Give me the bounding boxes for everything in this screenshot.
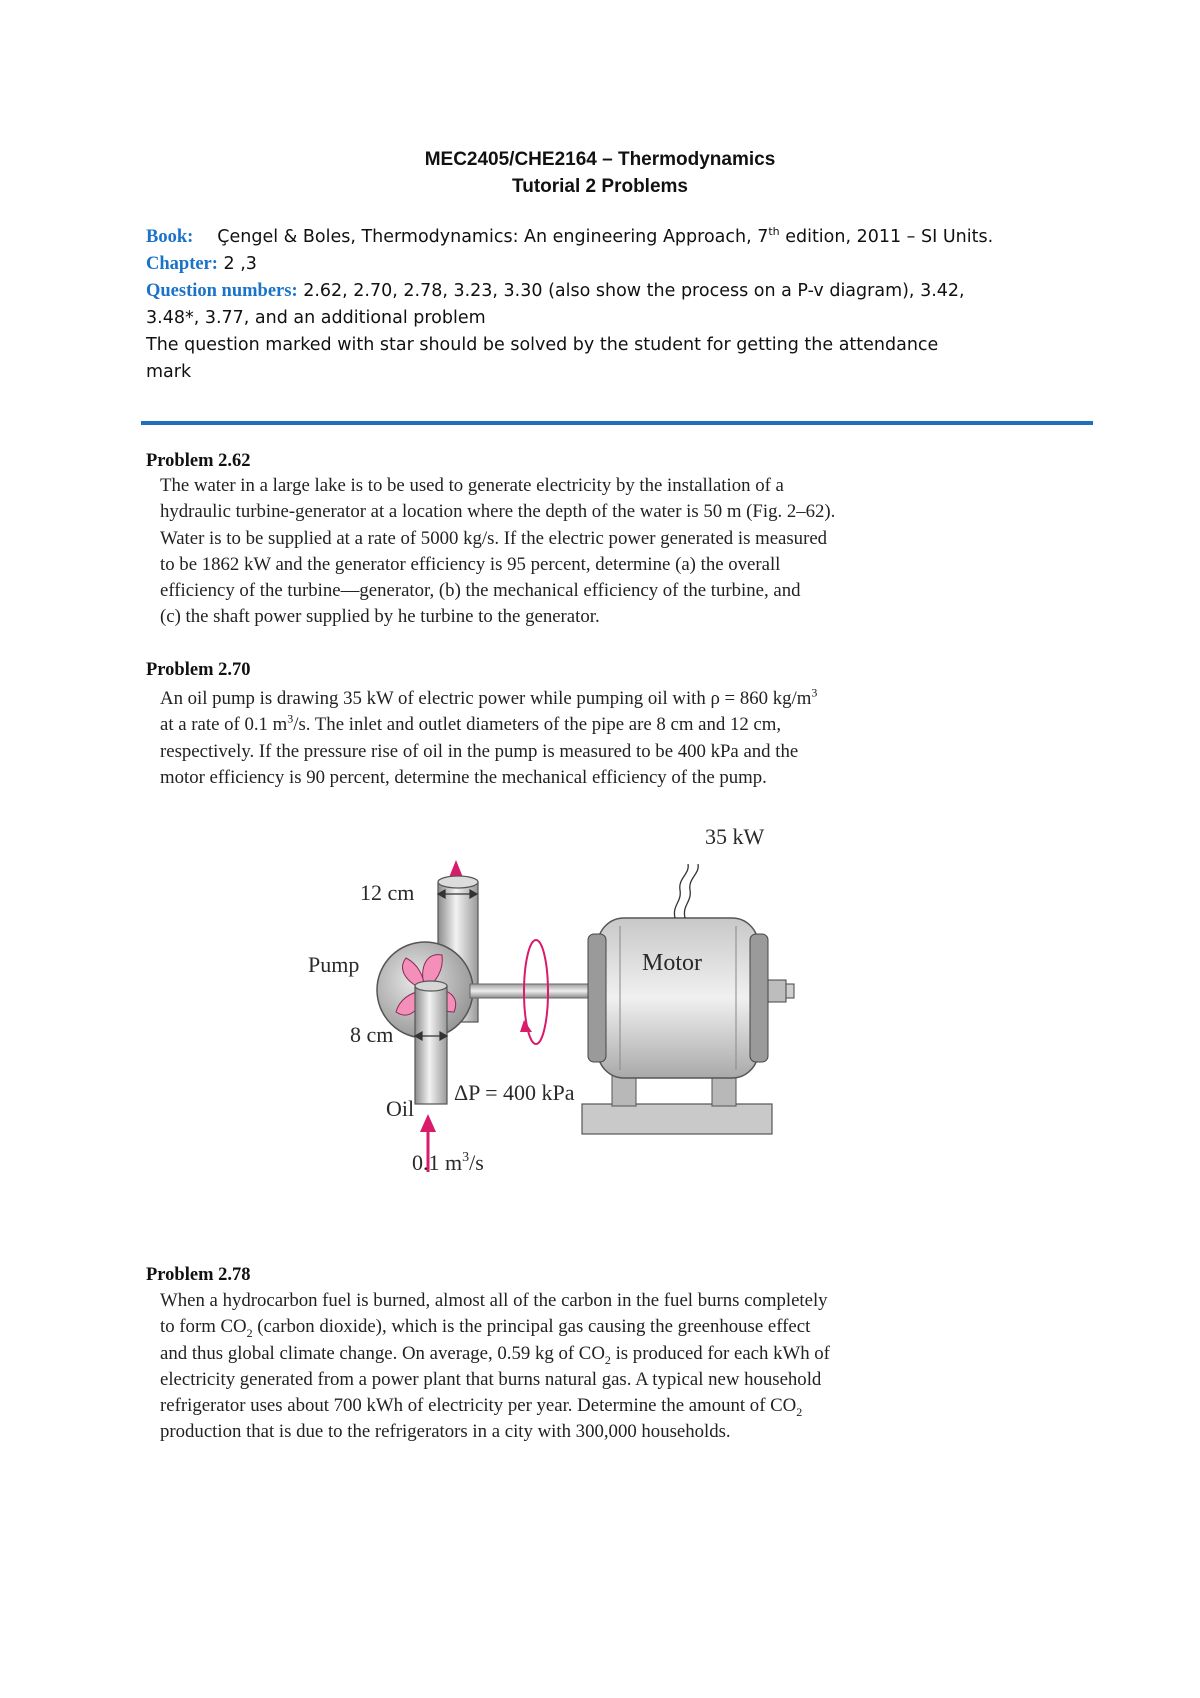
motor-label: Motor <box>642 950 702 976</box>
subscript: 2 <box>796 1404 803 1419</box>
problem-2-70-text <box>160 686 1030 791</box>
problem-2-62-title: Problem 2.62 <box>146 451 251 471</box>
text-span: at a rate of 0.1 m <box>160 714 288 736</box>
text-line: efficiency of the turbine—generator, (b) the mechanical efficiency of the turbine, and <box>160 580 801 602</box>
oil-label: Oil <box>386 1096 415 1121</box>
pressure-rise-label: ΔP = 400 kPa <box>454 1080 575 1105</box>
problem-2-70-title: Problem 2.70 <box>146 660 251 680</box>
text-span: An oil pump is drawing 35 kW of electric power while pumping oil with ρ = 860 kg/m <box>160 688 812 709</box>
text-line: When a hydrocarbon fuel is burned, almost all of the carbon in the fuel burns completely <box>160 1290 828 1311</box>
text-span: is produced for each kWh of <box>610 1342 830 1364</box>
flow-rate-label: 0.1 $m^3/s$ <box>412 1150 484 1175</box>
questions-line <box>146 278 1086 305</box>
text-line: motor efficiency is 90 percent, determine the mechanical efficiency of the pump. <box>160 766 767 788</box>
pump-motor-figure <box>300 820 860 1240</box>
text-line: Water is to be supplied at a rate of 5000 kg/s. If the electric power generated is measured <box>160 527 828 549</box>
motor-base <box>582 1104 772 1134</box>
power-wire-icon <box>674 864 698 918</box>
chapter-label: Chapter: <box>146 254 218 274</box>
text-line: The water in a large lake is to be used to generate electricity by the installation of a <box>160 475 784 496</box>
power-label: 35 kW <box>705 824 765 849</box>
text-line: electricity generated from a power plant that burns natural gas. A typical new household <box>160 1368 822 1390</box>
text-span: and thus global climate change. On average, 0.59 kg of CO <box>160 1342 605 1364</box>
book-label: Book: <box>146 227 194 247</box>
course-title: MEC2405/CHE2164 – Thermodynamics <box>424 149 776 170</box>
chapter-line <box>146 251 1086 278</box>
document-header <box>0 146 1200 200</box>
outlet-diameter-label: 12 cm <box>360 880 415 905</box>
chapter-text: 2 ,3 <box>217 254 257 274</box>
problem-2-78-title: Problem 2.78 <box>146 1265 251 1285</box>
text-line <box>160 686 1030 712</box>
tutorial-info <box>146 224 1086 386</box>
text-span: refrigerator uses about 700 kWh of electricity per year. Determine the amount of CO <box>160 1395 797 1417</box>
superscript: 3 <box>287 712 294 727</box>
book-line <box>146 224 1086 251</box>
questions-line-2: 3.48*, 3.77, and an additional problem <box>146 308 486 328</box>
book-text-end: edition, 2011 – SI Units. <box>779 227 994 247</box>
questions-text: 2.62, 2.70, 2.78, 3.23, 3.30 (also show the process on a P-v diagram), 3.42, <box>297 281 965 301</box>
problem-2-78-text <box>160 1288 1030 1446</box>
text-span: (carbon dioxide), which is the principal gas causing the greenhouse effect <box>252 1316 811 1338</box>
problem-2-62-text <box>160 473 1030 631</box>
text-line: (c) the shaft power supplied by he turbine to the generator. <box>160 606 600 628</box>
note-line: The question marked with star should be solved by the student for getting the attendance <box>146 335 939 355</box>
book-edition-sup: th <box>768 225 780 239</box>
pump-motor-diagram <box>300 820 860 1240</box>
text-span: /s. The inlet and outlet diameters of the pipe are 8 cm and 12 cm, <box>293 714 782 736</box>
inlet-diameter-label: 8 cm <box>350 1022 394 1047</box>
pump-label: Pump <box>308 952 360 977</box>
superscript: 3 <box>811 685 818 700</box>
text-line: to be 1862 kW and the generator efficiency is 95 percent, determine (a) the overall <box>160 553 781 575</box>
note-line-2: mark <box>146 362 192 382</box>
text-line: production that is due to the refrigerators in a city with 300,000 households. <box>160 1421 731 1443</box>
subscript: 2 <box>604 1352 611 1367</box>
motor-body <box>588 918 794 1078</box>
tutorial-title: Tutorial 2 Problems <box>512 176 688 197</box>
text-span: to form CO <box>160 1316 247 1338</box>
text-line <box>160 1314 1030 1340</box>
text-line <box>160 1393 1030 1419</box>
text-line <box>160 1341 1030 1367</box>
book-text: Çengel & Boles, Thermodynamics: An engineering Approach, 7 <box>217 227 769 247</box>
section-divider <box>141 421 1093 425</box>
drive-shaft <box>470 984 590 998</box>
text-line: respectively. If the pressure rise of oil in the pump is measured to be 400 kPa and the <box>160 740 799 762</box>
text-line: hydraulic turbine-generator at a location where the depth of the water is 50 m (Fig. 2–62). <box>160 501 836 523</box>
questions-label: Question numbers: <box>146 281 298 301</box>
subscript: 2 <box>246 1326 253 1341</box>
text-line <box>160 712 1030 738</box>
inlet-pipe <box>415 981 447 1104</box>
